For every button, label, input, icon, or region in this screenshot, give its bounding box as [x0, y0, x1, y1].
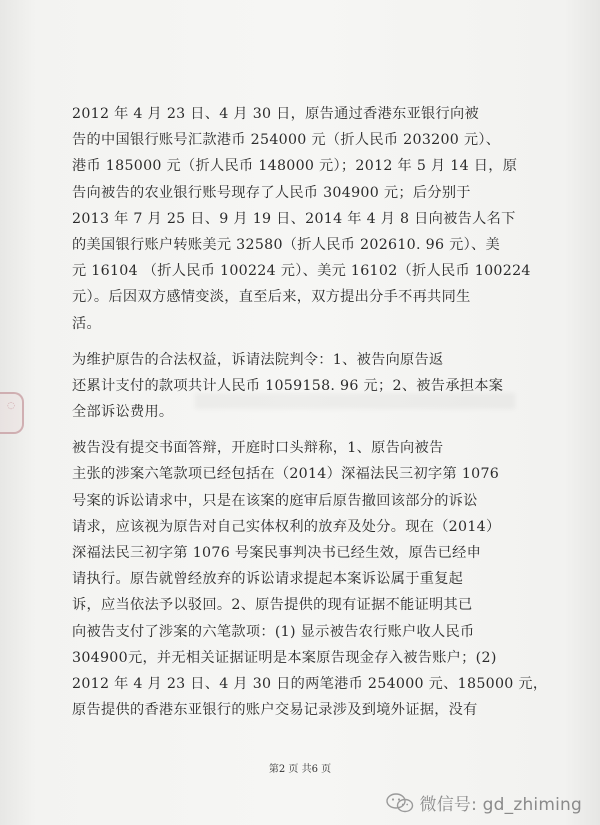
page-number: 第2 页 共6 页	[268, 764, 332, 775]
text-line: 诉，应当依法予以驳回。2、原告提供的现有证据不能证明其已	[72, 597, 473, 614]
text-line: 向被告支付了涉案的六笔款项：(1) 显示被告农行账户收人民币	[72, 623, 475, 640]
watermark-text: 微信号: gd_zhiming	[419, 795, 582, 815]
text-line: 港币 185000 元（折人民币 148000 元）；2012 年 5 月 14 日，原	[72, 158, 518, 175]
paragraph	[72, 435, 552, 723]
document-body	[72, 101, 552, 723]
text-line: 主张的涉案六笔款项已经包括在（2014）深福法民三初字第 1076	[72, 466, 500, 483]
text-line: 深福法民三初字第 1076 号案民事判决书已经生效，原告已经申	[72, 545, 482, 561]
text-line: 活。	[72, 315, 101, 332]
text-line: 请求，应该视为原告对自己实体权利的放弃及处分。现在（2014）	[72, 518, 501, 535]
text-line: 2013 年 7 月 25 日、9 月 19 日、2014 年 4 月 8 日向被告人名下	[72, 210, 516, 227]
text-line: 为维护原告的合法权益，诉请法院判令：1、被告向原告返	[72, 351, 444, 368]
text-line: 告向被告的农业银行账号现存了人民币 304900 元；后分别于	[72, 184, 471, 201]
paragraph-gap	[72, 337, 552, 347]
text-line: 2012 年 4 月 23 日、4 月 30 日，原告通过香港东亚银行向被	[72, 106, 480, 122]
text-line: 全部诉讼费用。	[72, 404, 174, 421]
text-line: 的美国银行账户转账美元 32580（折人民币 202610. 96 元）、美	[72, 236, 500, 253]
text-line: 元）。后因双方感情变淡，直至后来，双方提出分手不再共同生	[72, 289, 471, 306]
paragraph-gap	[72, 425, 552, 435]
paragraph	[72, 347, 552, 426]
text-line: 告的中国银行账号汇款港币 254000 元（折人民币 203200 元）、	[72, 132, 501, 149]
text-line: 还累计支付的款项共计人民币 1059158. 96 元；2、被告承担本案	[72, 377, 504, 394]
text-line: 原告提供的香港东亚银行的账户交易记录涉及到境外证据，没有	[72, 702, 478, 719]
text-line: 被告没有提交书面答辩，开庭时口头辩称，1、原告向被告	[72, 440, 444, 457]
text-line: 元 16104 （折人民币 100224 元）、美元 16102（折人民币 100224	[72, 263, 531, 280]
text-line: 304900元，并无相关证据证明是本案原告现金存入被告账户；(2)	[72, 649, 497, 666]
wechat-watermark	[386, 790, 582, 815]
paragraph	[72, 101, 552, 337]
text-line: 请执行。原告就曾经放弃的诉讼请求提起本案诉讼属于重复起	[72, 571, 464, 588]
wechat-icon	[386, 793, 414, 813]
text-line: 号案的诉讼请求中，只是在该案的庭审后原告撤回该部分的诉讼	[72, 492, 478, 509]
seal-stamp: ◌	[0, 392, 24, 434]
text-line: 2012 年 4 月 23 日、4 月 30 日的两笔港币 254000 元、185000 元，	[72, 675, 548, 692]
